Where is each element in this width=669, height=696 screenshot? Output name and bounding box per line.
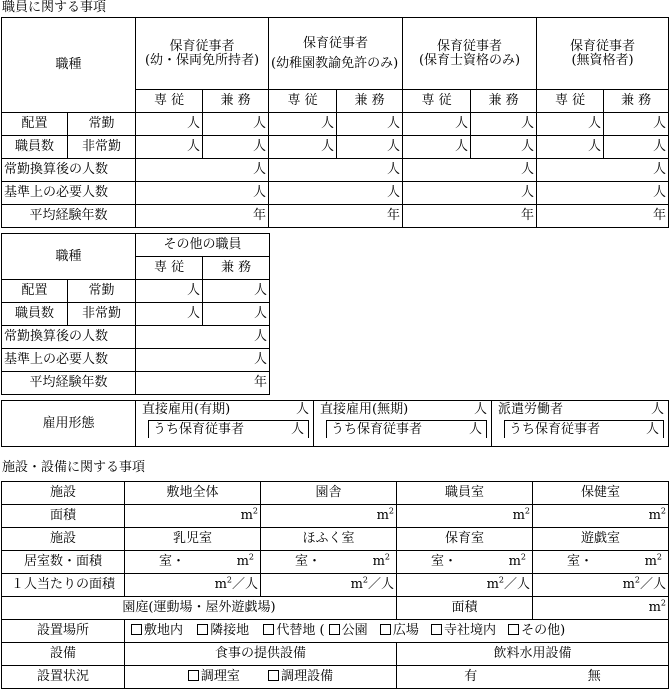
area-cell[interactable]: $m^2$ — [261, 505, 397, 528]
header-kindergarten-license: 保育従事者 (幼稚園教諭免許のみ) — [269, 18, 403, 90]
area-cell[interactable]: $m^2$ — [125, 505, 261, 528]
avg-exp-cell[interactable]: 年 — [403, 205, 537, 228]
job-type-label: 職種 — [2, 234, 136, 280]
count-cell[interactable]: 人 — [403, 136, 471, 159]
dispatch-cell — [492, 401, 669, 447]
unit: 人 — [650, 402, 664, 417]
required-cell[interactable]: 人 — [403, 182, 537, 205]
placement-label: 配置 — [2, 280, 68, 303]
full-label: 専 従 — [136, 257, 203, 280]
count-cell[interactable]: 人 — [203, 136, 269, 159]
count-cell[interactable]: 人 — [269, 136, 337, 159]
per-person-label: １人当たりの面積 — [2, 574, 125, 597]
fulltime-label: 常勤 — [68, 113, 136, 136]
count-cell[interactable]: 人 — [203, 113, 269, 136]
direct-fixed-cell — [136, 401, 314, 447]
employment-table — [1, 400, 669, 447]
parttime-label: 非常勤 — [68, 303, 136, 326]
checkbox-icon[interactable] — [188, 670, 199, 681]
direct-fixed-label: 直接雇用(有期) — [142, 402, 231, 417]
checkbox-icon[interactable] — [329, 624, 340, 635]
full-label: 専 従 — [403, 90, 471, 113]
fte-cell[interactable]: 人 — [537, 159, 669, 182]
building-label: 園舎 — [261, 482, 397, 505]
of-which-box[interactable]: うち保育従事者 人 — [326, 420, 487, 438]
per-person-cell[interactable]: $m^2/$人 — [125, 574, 261, 597]
section-title-facility: 施設・設備に関する事項 — [2, 460, 146, 475]
avg-exp-label: 平均経験年数 — [2, 372, 136, 395]
concurrent-label: 兼 務 — [471, 90, 537, 113]
staff-count-label: 職員数 — [2, 136, 68, 159]
concurrent-label: 兼 務 — [203, 90, 269, 113]
direct-permanent-label: 直接雇用(無期) — [320, 402, 409, 417]
avg-exp-cell[interactable]: 年 — [136, 205, 269, 228]
garden-area-label: 面積 — [397, 597, 533, 620]
section-title-staff: 職員に関する事項 — [2, 0, 107, 15]
required-label: 基準上の必要人数 — [2, 182, 136, 205]
health-room-label: 保健室 — [533, 482, 669, 505]
count-cell[interactable]: 人 — [136, 303, 203, 326]
per-person-cell[interactable]: $m^2/$人 — [533, 574, 669, 597]
facility-label: 施設 — [2, 528, 125, 551]
checkbox-park[interactable]: 公園 — [329, 623, 368, 638]
count-cell[interactable]: 人 — [471, 136, 537, 159]
required-cell[interactable]: 人 — [136, 349, 270, 372]
water-equipment-label: 飲料水用設備 — [397, 643, 669, 666]
area-cell[interactable]: $m^2$ — [533, 505, 669, 528]
staff-count-label: 職員数 — [2, 303, 68, 326]
fte-cell[interactable]: 人 — [403, 159, 537, 182]
checkbox-adjacent[interactable]: 隣接地 — [197, 623, 249, 638]
header-nursery-license: 保育従事者 (保育士資格のみ) — [403, 18, 537, 90]
checkbox-plaza[interactable]: 広場 — [380, 623, 419, 638]
checkbox-other[interactable]: その他) — [508, 623, 565, 638]
per-person-cell[interactable]: $m^2/$人 — [397, 574, 533, 597]
garden-label: 園庭(運動場・屋外遊戯場) — [2, 597, 397, 620]
fte-cell[interactable]: 人 — [269, 159, 403, 182]
option-yes[interactable]: 有 — [464, 669, 478, 684]
concurrent-label: 兼 務 — [203, 257, 270, 280]
equipment-label: 設備 — [2, 643, 125, 666]
fte-label: 常勤換算後の人数 — [2, 326, 136, 349]
count-cell[interactable]: 人 — [604, 136, 669, 159]
location-label: 設置場所 — [2, 620, 125, 643]
full-label: 専 従 — [537, 90, 604, 113]
rooms-area-label: 居室数・面積 — [2, 551, 125, 574]
required-cell[interactable]: 人 — [136, 182, 269, 205]
direct-permanent-cell — [314, 401, 492, 447]
rooms-area-cell[interactable]: 室・ $m^2$ — [397, 551, 533, 574]
crawling-room-label: ほふく室 — [261, 528, 397, 551]
area-label: 面積 — [2, 505, 125, 528]
header-unqualified: 保育従事者 (無資格者) — [537, 18, 669, 90]
option-no[interactable]: 無 — [587, 669, 601, 684]
count-cell[interactable]: 人 — [337, 136, 403, 159]
avg-exp-cell[interactable]: 年 — [269, 205, 403, 228]
full-label: 専 従 — [136, 90, 203, 113]
status-label: 設置状況 — [2, 666, 125, 689]
garden-area-cell[interactable]: $m^2$ — [533, 597, 669, 620]
rooms-area-cell[interactable]: 室・ $m^2$ — [533, 551, 669, 574]
required-cell[interactable]: 人 — [537, 182, 669, 205]
rooms-area-cell[interactable]: 室・ $m^2$ — [125, 551, 261, 574]
unit: 人 — [295, 402, 309, 417]
count-cell[interactable]: 人 — [471, 113, 537, 136]
rooms-area-cell[interactable]: 室・ $m^2$ — [261, 551, 397, 574]
count-cell[interactable]: 人 — [337, 113, 403, 136]
staff-table — [1, 17, 669, 228]
checkbox-icon[interactable] — [380, 624, 391, 635]
water-status — [397, 666, 669, 689]
concurrent-label: 兼 務 — [337, 90, 403, 113]
area-cell[interactable]: $m^2$ — [397, 505, 533, 528]
count-cell[interactable]: 人 — [537, 113, 604, 136]
employment-label: 雇用形態 — [2, 401, 136, 447]
placement-label: 配置 — [2, 113, 68, 136]
concurrent-label: 兼 務 — [604, 90, 669, 113]
count-cell[interactable]: 人 — [269, 113, 337, 136]
fulltime-label: 常勤 — [68, 280, 136, 303]
required-cell[interactable]: 人 — [269, 182, 403, 205]
facility-table — [1, 481, 669, 689]
required-label: 基準上の必要人数 — [2, 349, 136, 372]
of-which-box[interactable]: うち保育従事者 人 — [148, 420, 309, 438]
site-total-label: 敷地全体 — [125, 482, 261, 505]
header-both-licenses: 保育従事者 (幼・保両免所持者) — [136, 18, 269, 90]
checkbox-icon[interactable] — [263, 624, 274, 635]
count-cell[interactable]: 人 — [136, 113, 203, 136]
per-person-cell[interactable]: $m^2/$人 — [261, 574, 397, 597]
facility-label: 施設 — [2, 482, 125, 505]
job-type-label: 職種 — [2, 18, 136, 113]
count-cell[interactable]: 人 — [537, 136, 604, 159]
checkbox-cooking-equipment[interactable]: 調理設備 — [268, 669, 333, 684]
other-staff-header: その他の職員 — [136, 234, 270, 257]
avg-exp-cell[interactable]: 年 — [537, 205, 669, 228]
of-which-box[interactable]: うち保育従事者 人 — [504, 420, 664, 438]
meal-status — [125, 666, 397, 689]
dispatch-label: 派遣労働者 — [498, 402, 564, 417]
count-cell[interactable]: 人 — [604, 113, 669, 136]
checkbox-on-site[interactable]: 敷地内 — [131, 623, 183, 638]
fte-cell[interactable]: 人 — [136, 159, 269, 182]
nursery-room-label: 保育室 — [397, 528, 533, 551]
avg-exp-label: 平均経験年数 — [2, 205, 136, 228]
parttime-label: 非常勤 — [68, 136, 136, 159]
staff-room-label: 職員室 — [397, 482, 533, 505]
unit: 人 — [473, 402, 487, 417]
count-cell[interactable]: 人 — [136, 136, 203, 159]
checkbox-icon[interactable] — [197, 624, 208, 635]
count-cell[interactable]: 人 — [203, 303, 270, 326]
checkbox-icon[interactable] — [508, 624, 519, 635]
count-cell[interactable]: 人 — [203, 280, 270, 303]
location-options — [125, 620, 669, 643]
checkbox-icon[interactable] — [131, 624, 142, 635]
checkbox-icon[interactable] — [431, 624, 442, 635]
checkbox-temple-grounds[interactable]: 寺社境内 — [431, 623, 496, 638]
checkbox-alternative[interactable]: 代替地 ( — [263, 623, 324, 638]
other-staff-table — [1, 233, 270, 395]
count-cell[interactable]: 人 — [136, 280, 203, 303]
avg-exp-cell[interactable]: 年 — [136, 372, 270, 395]
meal-equipment-label: 食事の提供設備 — [125, 643, 397, 666]
playroom-label: 遊戯室 — [533, 528, 669, 551]
fte-label: 常勤換算後の人数 — [2, 159, 136, 182]
checkbox-icon[interactable] — [268, 670, 279, 681]
count-cell[interactable]: 人 — [403, 113, 471, 136]
checkbox-kitchen[interactable]: 調理室 — [188, 669, 240, 684]
full-label: 専 従 — [269, 90, 337, 113]
infant-room-label: 乳児室 — [125, 528, 261, 551]
fte-cell[interactable]: 人 — [136, 326, 270, 349]
